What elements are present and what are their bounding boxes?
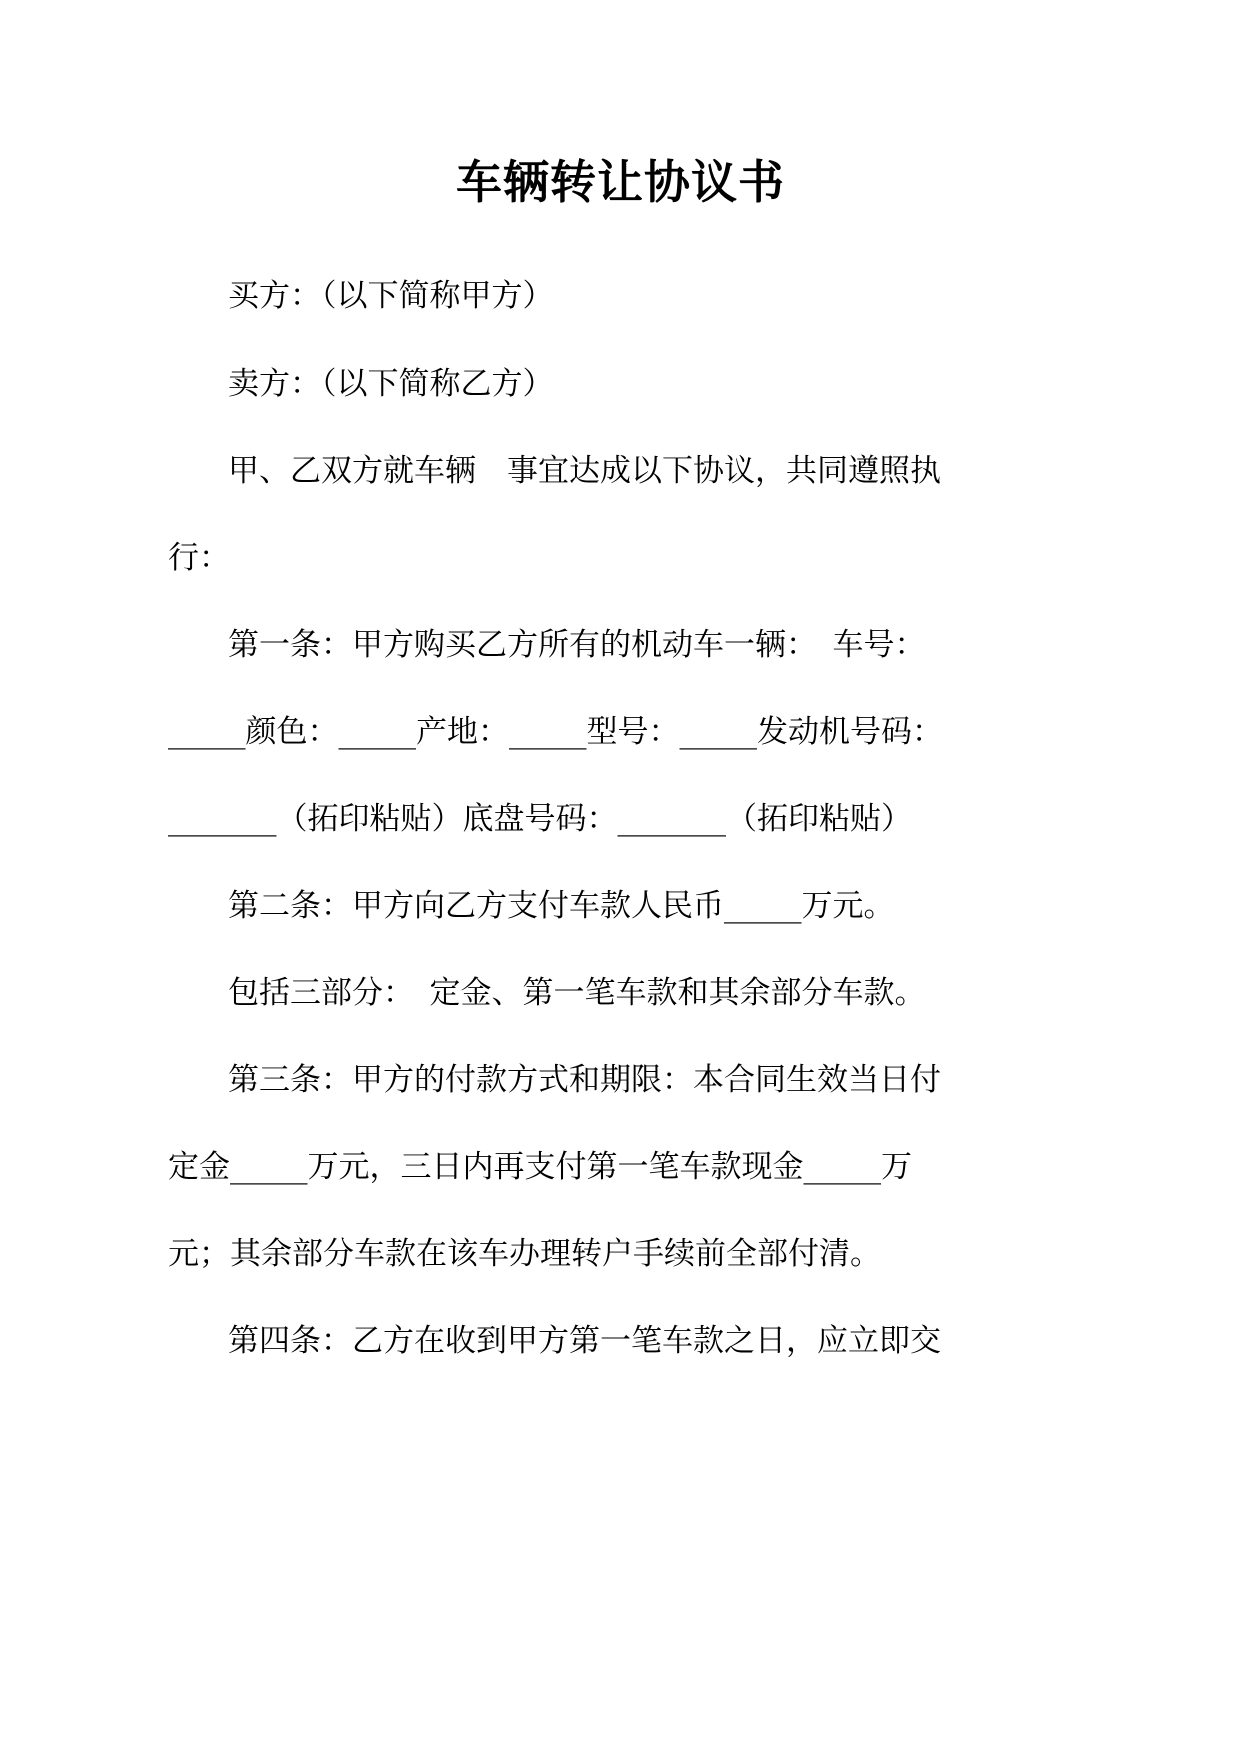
article-3-line-3: 元；其余部分车款在该车办理转户手续前全部付清。 xyxy=(168,1236,881,1272)
article-3-line-1: 第三条：甲方的付款方式和期限：本合同生效当日付 xyxy=(228,1062,941,1098)
article-2-line-1: 第二条：甲方向乙方支付车款人民币_____万元。 xyxy=(228,888,895,924)
article-1-line-2: _____颜色：_____产地：_____型号：_____发动机号码： xyxy=(168,714,943,750)
article-4-line-1: 第四条：乙方在收到甲方第一笔车款之日，应立即交 xyxy=(228,1323,941,1359)
article-2-line-2: 包括三部分： 定金、第一笔车款和其余部分车款。 xyxy=(228,975,926,1011)
preamble-line-2: 行： xyxy=(168,540,230,576)
article-3-line-2: 定金_____万元，三日内再支付第一笔车款现金_____万 xyxy=(168,1149,912,1185)
seller-line: 卖方：（以下简称乙方） xyxy=(228,366,554,402)
article-1-line-3: _______（拓印粘贴）底盘号码：_______（拓印粘贴） xyxy=(168,801,912,837)
article-1-line-1: 第一条：甲方购买乙方所有的机动车一辆： 车号： xyxy=(228,627,926,663)
document-title: 车辆转让协议书 xyxy=(456,155,785,209)
preamble-line-1: 甲、乙双方就车辆 事宜达成以下协议，共同遵照执 xyxy=(228,453,941,489)
buyer-line: 买方：（以下简称甲方） xyxy=(228,278,554,314)
